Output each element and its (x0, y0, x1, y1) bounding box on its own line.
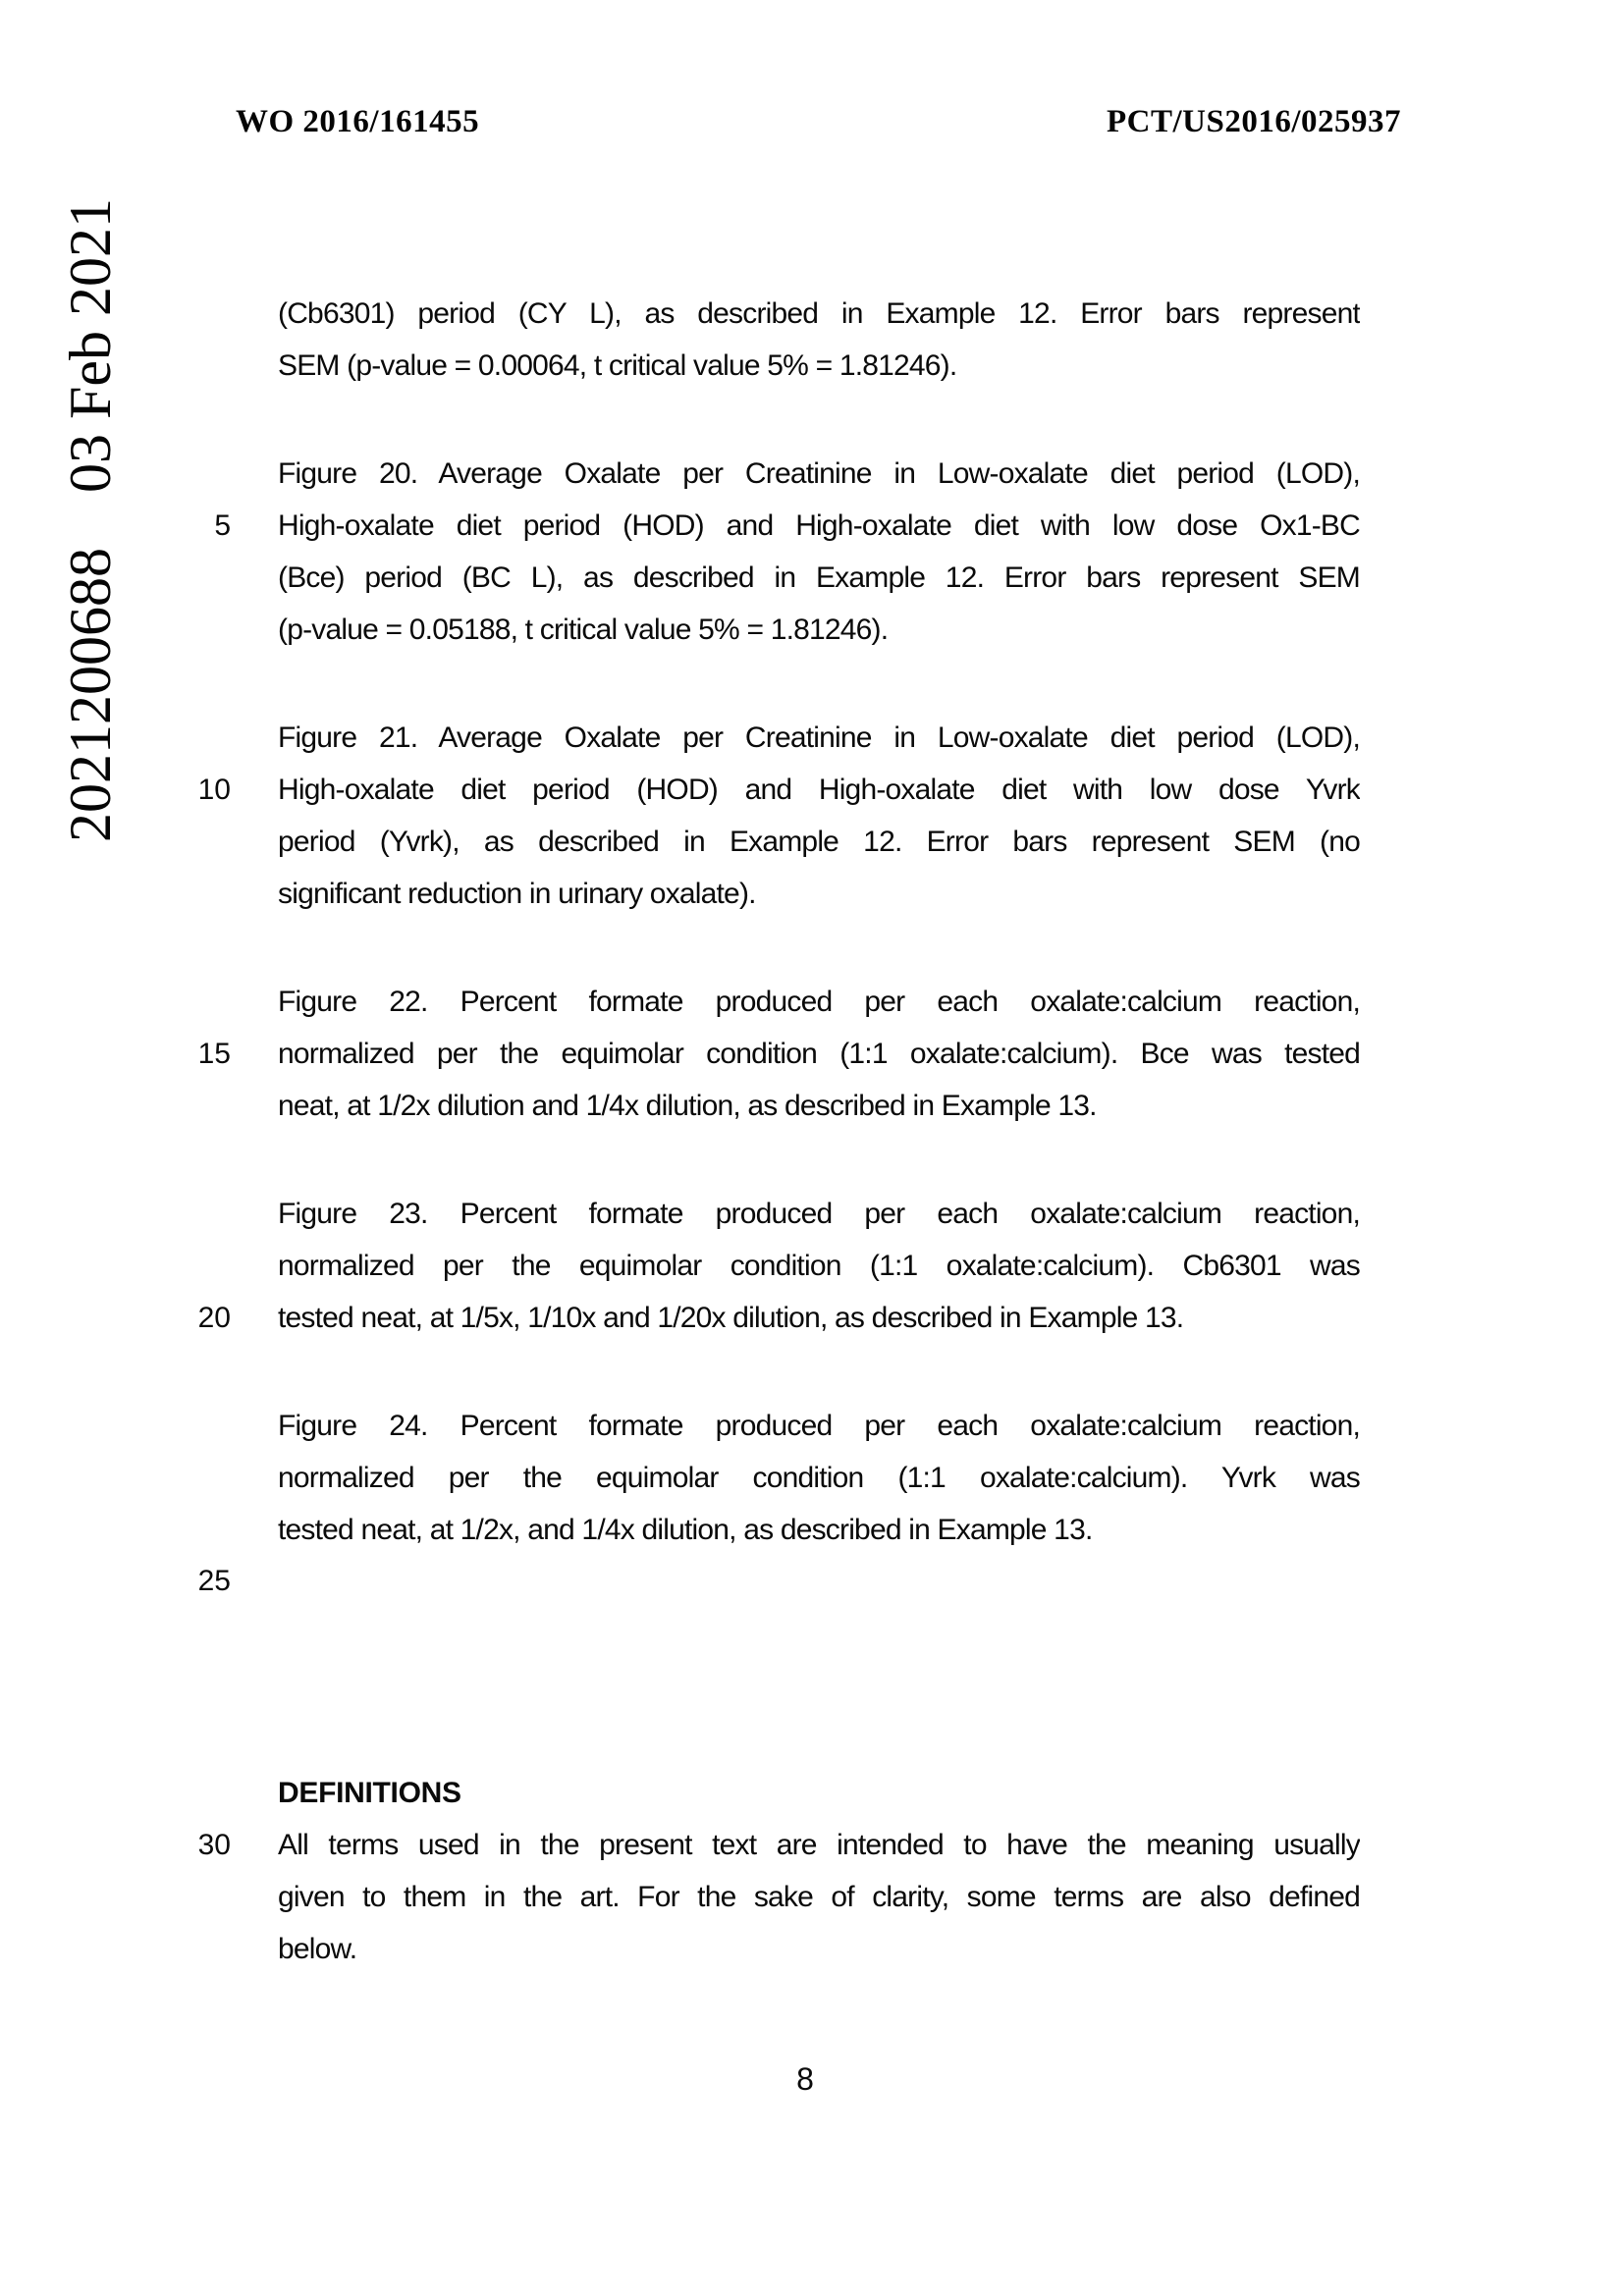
filing-stamp-vertical (54, 177, 127, 864)
margin-line-number-25: 25 (197, 1565, 231, 1597)
text-line: normalized per the equimolar condition (1:1 oxalate:calcium). Yvrk was (278, 1462, 1360, 1494)
paragraph-figure-22 (278, 976, 1360, 1132)
text-line: Figure 23. Percent formate produced per each oxalate:calcium reaction, (278, 1198, 1360, 1230)
paragraph-figure-24 (278, 1400, 1360, 1556)
text-line: significant reduction in urinary oxalate). (278, 878, 756, 910)
paragraph-continuation (278, 288, 1360, 392)
text-line: Figure 20. Average Oxalate per Creatinine in Low-oxalate diet period (LOD), (278, 457, 1360, 490)
paragraph-figure-23 (278, 1188, 1360, 1344)
margin-line-number-5: 5 (214, 509, 231, 542)
filing-date-stamp: 03 Feb 2021 (57, 198, 123, 493)
text-line: tested neat, at 1/5x, 1/10x and 1/20x dilution, as described in Example 13. (278, 1302, 1184, 1334)
text-line: (Cb6301) period (CY L), as described in Example 12. Error bars represent (278, 297, 1360, 330)
text-line: tested neat, at 1/2x, and 1/4x dilution, as described in Example 13. (278, 1514, 1093, 1546)
text-line: SEM (p-value = 0.00064, t critical value 5% = 1.81246). (278, 349, 957, 382)
paragraph-definitions-intro (278, 1819, 1360, 1975)
paragraph-figure-21 (278, 712, 1360, 920)
text-line: normalized per the equimolar condition (1:1 oxalate:calcium). Cb6301 was (278, 1250, 1360, 1282)
text-line: All terms used in the present text are intended to have the meaning usually (278, 1829, 1360, 1861)
margin-line-number-20: 20 (197, 1302, 231, 1334)
text-line: Figure 22. Percent formate produced per each oxalate:calcium reaction, (278, 986, 1360, 1018)
text-line: (Bce) period (BC L), as described in Example 12. Error bars represent SEM (278, 561, 1360, 594)
text-line: (p-value = 0.05188, t critical value 5% = 1.81246). (278, 614, 889, 646)
definitions-heading: DEFINITIONS (278, 1777, 461, 1809)
page-number: 8 (796, 2061, 814, 2097)
text-line: period (Yvrk), as described in Example 12. Error bars represent SEM (no (278, 826, 1360, 858)
text-line: given to them in the art. For the sake of clarity, some terms are also defined (278, 1881, 1360, 1913)
text-line: normalized per the equimolar condition (1:1 oxalate:calcium). Bce was tested (278, 1038, 1360, 1070)
text-line: below. (278, 1933, 357, 1965)
margin-line-number-10: 10 (197, 774, 231, 806)
margin-line-number-15: 15 (197, 1038, 231, 1070)
text-line: neat, at 1/2x dilution and 1/4x dilution, as described in Example 13. (278, 1090, 1097, 1122)
text-line: Figure 21. Average Oxalate per Creatinine in Low-oxalate diet period (LOD), (278, 721, 1360, 754)
paragraph-figure-20 (278, 448, 1360, 656)
margin-line-number-30: 30 (197, 1829, 231, 1861)
body-text-block (278, 288, 1360, 1975)
text-line: High-oxalate diet period (HOD) and High-oxalate diet with low dose Yvrk (278, 774, 1360, 806)
text-line: Figure 24. Percent formate produced per each oxalate:calcium reaction, (278, 1410, 1360, 1442)
pct-application-number-header: PCT/US2016/025937 (1106, 104, 1401, 139)
au-application-number: 2021200688 (57, 548, 123, 842)
publication-number-header: WO 2016/161455 (236, 104, 480, 139)
text-line: High-oxalate diet period (HOD) and High-oxalate diet with low dose Ox1-BC (278, 509, 1360, 542)
